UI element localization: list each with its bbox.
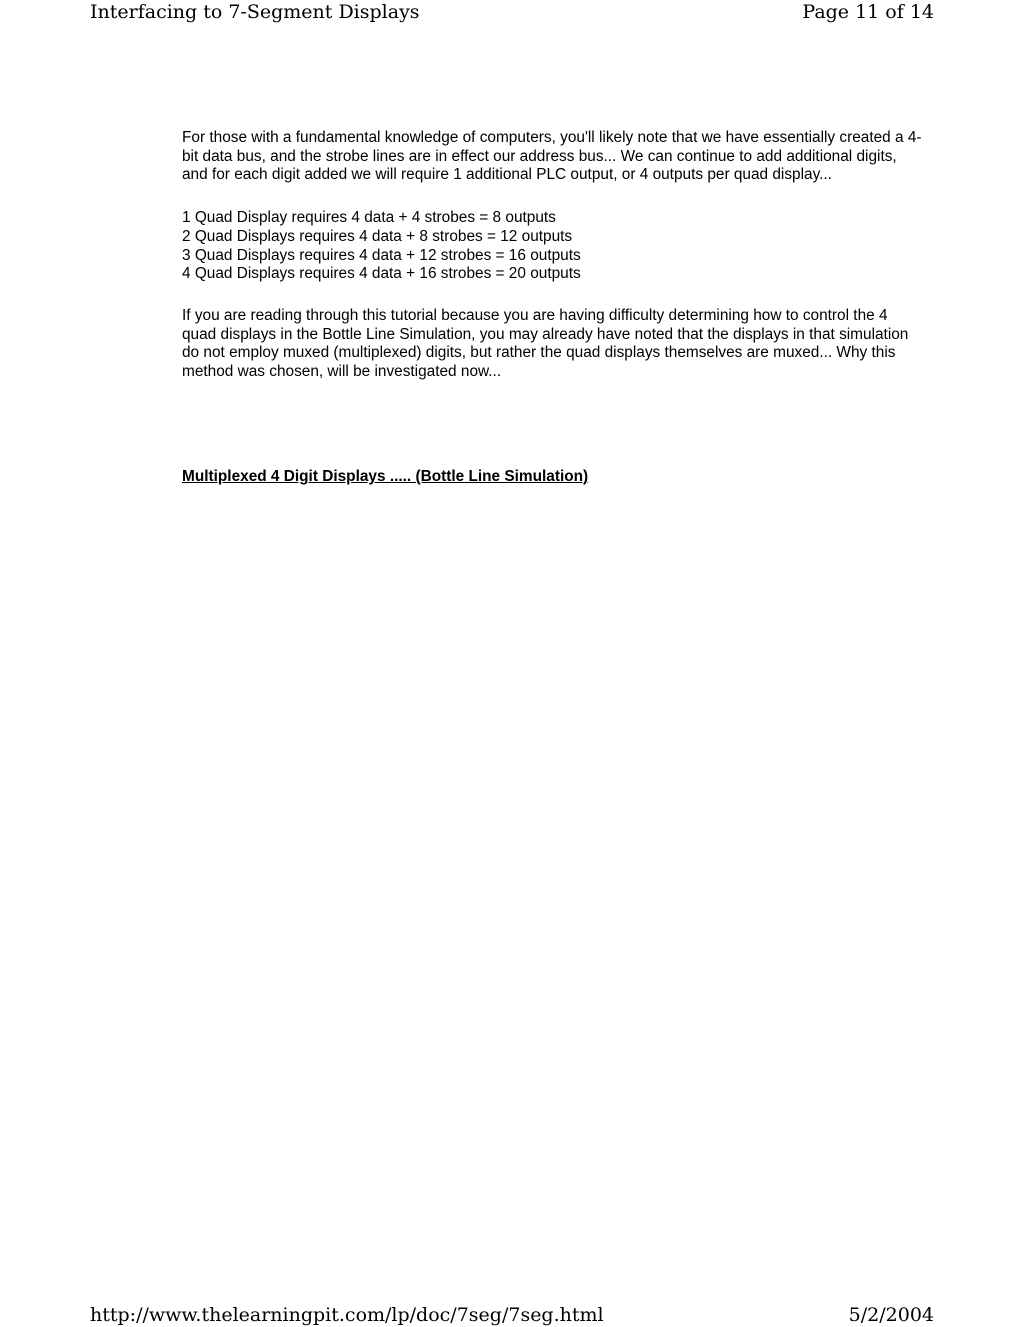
document-body — [182, 129, 922, 382]
page-footer-date: 5/2/2004 — [848, 1304, 934, 1326]
list-item: 1 Quad Display requires 4 data + 4 strobes = 8 outputs — [182, 209, 556, 227]
body-paragraph: If you are reading through this tutorial because you are having difficulty determining how to control the 4 quad displays in the Bottle Line Simulation, you may already have noted that the displays in that simulation do not employ muxed (multiplexed) digits, but rather the quad displays themselves are muxed... Why this method was chosen, will be investigated now... — [182, 306, 909, 381]
list-item: 4 Quad Displays requires 4 data + 16 strobes = 20 outputs — [182, 265, 581, 283]
outputs-list — [182, 209, 922, 284]
section-heading: Multiplexed 4 Digit Displays ..... (Bottle Line Simulation) — [182, 468, 589, 485]
list-item: 3 Quad Displays requires 4 data + 12 strobes = 16 outputs — [182, 246, 581, 264]
page-header-title: Interfacing to 7-Segment Displays — [90, 1, 420, 23]
body-paragraph: For those with a fundamental knowledge of computers, you'll likely note that we have essentially created a 4-bit data bus, and the strobe lines are in effect our address bus... We can continue to add additional digits, and for each digit added we will require 1 additional PLC output, or 4 outputs per quad display... — [182, 129, 922, 184]
page-number: Page 11 of 14 — [802, 1, 934, 23]
page-footer-url: http://www.thelearningpit.com/lp/doc/7seg/7seg.html — [90, 1304, 604, 1326]
list-item: 2 Quad Displays requires 4 data + 8 strobes = 12 outputs — [182, 227, 573, 245]
